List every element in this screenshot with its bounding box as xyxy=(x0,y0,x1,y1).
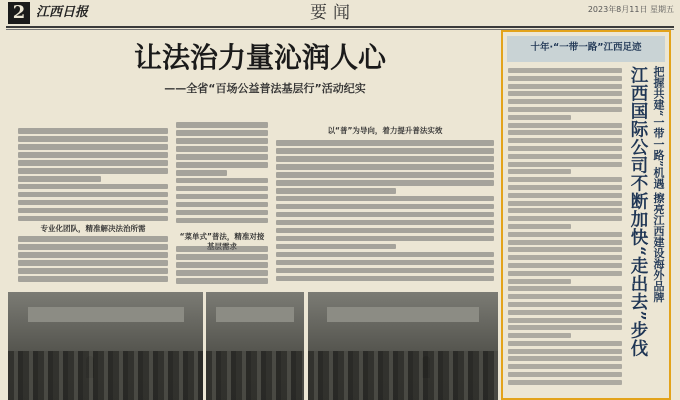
text-line xyxy=(508,240,622,245)
text-line xyxy=(508,325,622,330)
article-column-1b xyxy=(18,236,168,286)
text-line xyxy=(508,107,622,112)
text-line xyxy=(508,232,622,237)
section-name: 要闻 xyxy=(310,3,356,23)
text-line xyxy=(276,204,494,210)
text-line xyxy=(18,200,168,206)
text-line xyxy=(508,286,622,291)
text-line xyxy=(176,146,268,152)
text-line xyxy=(508,115,571,120)
photo-banner xyxy=(28,307,184,322)
text-line xyxy=(508,123,622,128)
text-line xyxy=(508,138,622,143)
text-line xyxy=(18,128,168,134)
text-line xyxy=(276,196,494,202)
text-line xyxy=(176,246,268,252)
text-line xyxy=(276,236,494,242)
text-line xyxy=(508,76,622,81)
text-line xyxy=(18,144,168,150)
article-subhead-2: 专业化团队，精准解决法治所需 xyxy=(40,224,146,233)
text-line xyxy=(276,188,396,194)
article-column-3 xyxy=(276,140,494,286)
text-line xyxy=(276,268,494,274)
text-line xyxy=(508,84,622,89)
text-line xyxy=(276,148,494,154)
text-line xyxy=(508,193,622,198)
text-line xyxy=(18,136,168,142)
text-line xyxy=(276,164,494,170)
text-line xyxy=(18,252,168,258)
paper-name: 江西日报 xyxy=(36,5,89,20)
text-line xyxy=(508,91,622,96)
news-photo-left xyxy=(8,292,203,400)
text-line xyxy=(18,260,168,266)
text-line xyxy=(176,138,268,144)
text-line xyxy=(508,263,622,268)
text-line xyxy=(508,356,622,361)
news-photo-right xyxy=(308,292,498,400)
feature-article-text xyxy=(508,68,622,394)
text-line xyxy=(18,244,168,250)
text-line xyxy=(508,302,622,307)
text-line xyxy=(508,130,622,135)
text-line xyxy=(276,228,494,234)
photo-crowd xyxy=(308,351,498,400)
text-line xyxy=(508,208,622,213)
text-line xyxy=(508,341,622,346)
header-rule xyxy=(6,26,674,28)
text-line xyxy=(508,247,622,252)
text-line xyxy=(508,162,622,167)
photo-crowd xyxy=(8,351,203,400)
text-line xyxy=(176,270,268,276)
text-line xyxy=(508,154,622,159)
photo-banner xyxy=(216,307,294,322)
text-line xyxy=(508,224,571,229)
text-line xyxy=(508,372,622,377)
text-line xyxy=(508,255,622,260)
text-line xyxy=(176,254,268,260)
text-line xyxy=(276,140,494,146)
text-line xyxy=(508,169,571,174)
text-line xyxy=(508,177,622,182)
text-line xyxy=(508,333,571,338)
text-line xyxy=(508,146,622,151)
text-line xyxy=(176,194,268,200)
text-line xyxy=(276,276,494,282)
page-number: 2 xyxy=(8,2,30,24)
text-line xyxy=(508,185,622,190)
text-line xyxy=(18,276,168,282)
text-line xyxy=(176,186,268,192)
text-line xyxy=(276,156,494,162)
text-line xyxy=(508,68,622,73)
text-line xyxy=(508,349,622,354)
text-line xyxy=(276,252,494,258)
text-line xyxy=(18,168,168,174)
text-line xyxy=(176,202,268,208)
text-line xyxy=(18,236,168,242)
text-line xyxy=(276,260,494,266)
text-line xyxy=(176,278,268,284)
text-line xyxy=(176,122,268,128)
text-line xyxy=(276,220,494,226)
article-subhead-1: 以“普”为导向，着力提升普法实效 xyxy=(327,126,443,135)
article-column-2 xyxy=(176,122,268,230)
text-line xyxy=(176,218,268,224)
text-line xyxy=(18,208,168,214)
text-line xyxy=(508,271,622,276)
text-line xyxy=(18,184,168,190)
text-line xyxy=(508,380,622,385)
text-line xyxy=(508,201,622,206)
text-line xyxy=(276,244,396,250)
text-line xyxy=(18,160,168,166)
text-line xyxy=(276,212,494,218)
text-line xyxy=(508,279,571,284)
text-line xyxy=(18,152,168,158)
text-line xyxy=(176,262,268,268)
text-line xyxy=(276,172,494,178)
photo-banner xyxy=(327,307,479,322)
text-line xyxy=(508,294,622,299)
article-subhead-3: “菜单式”普法，精准对接 xyxy=(179,232,265,241)
article-column-1 xyxy=(18,128,168,222)
text-line xyxy=(18,268,168,274)
text-line xyxy=(176,170,227,176)
text-line xyxy=(176,162,268,168)
article-column-2b xyxy=(176,246,268,286)
news-photo-middle xyxy=(206,292,304,400)
text-line xyxy=(176,154,268,160)
text-line xyxy=(508,99,622,104)
text-line xyxy=(508,318,622,323)
text-line xyxy=(176,130,268,136)
text-line xyxy=(276,180,494,186)
text-line xyxy=(18,216,168,222)
text-line xyxy=(18,176,101,182)
text-line xyxy=(508,216,622,221)
text-line xyxy=(176,178,268,184)
text-line xyxy=(18,192,168,198)
text-line xyxy=(508,310,622,315)
main-headline: 让法治力量沁润人心 xyxy=(133,41,386,74)
photo-crowd xyxy=(206,351,304,400)
text-line xyxy=(176,210,268,216)
feature-kicker: 十年·“一带一路”江西足迹 xyxy=(530,42,642,53)
text-line xyxy=(508,364,622,369)
main-subheadline: ——全省“百场公益普法基层行”活动纪实 xyxy=(164,82,366,95)
feature-title: 江西国际公司不断加快“走出去”步伐 xyxy=(628,66,648,358)
issue-date: 2023年8月11日 星期五 xyxy=(587,5,674,14)
feature-side-subtitle: 把握共建“一带一路”机遇 擦亮江西建设海外品牌 xyxy=(652,66,665,303)
